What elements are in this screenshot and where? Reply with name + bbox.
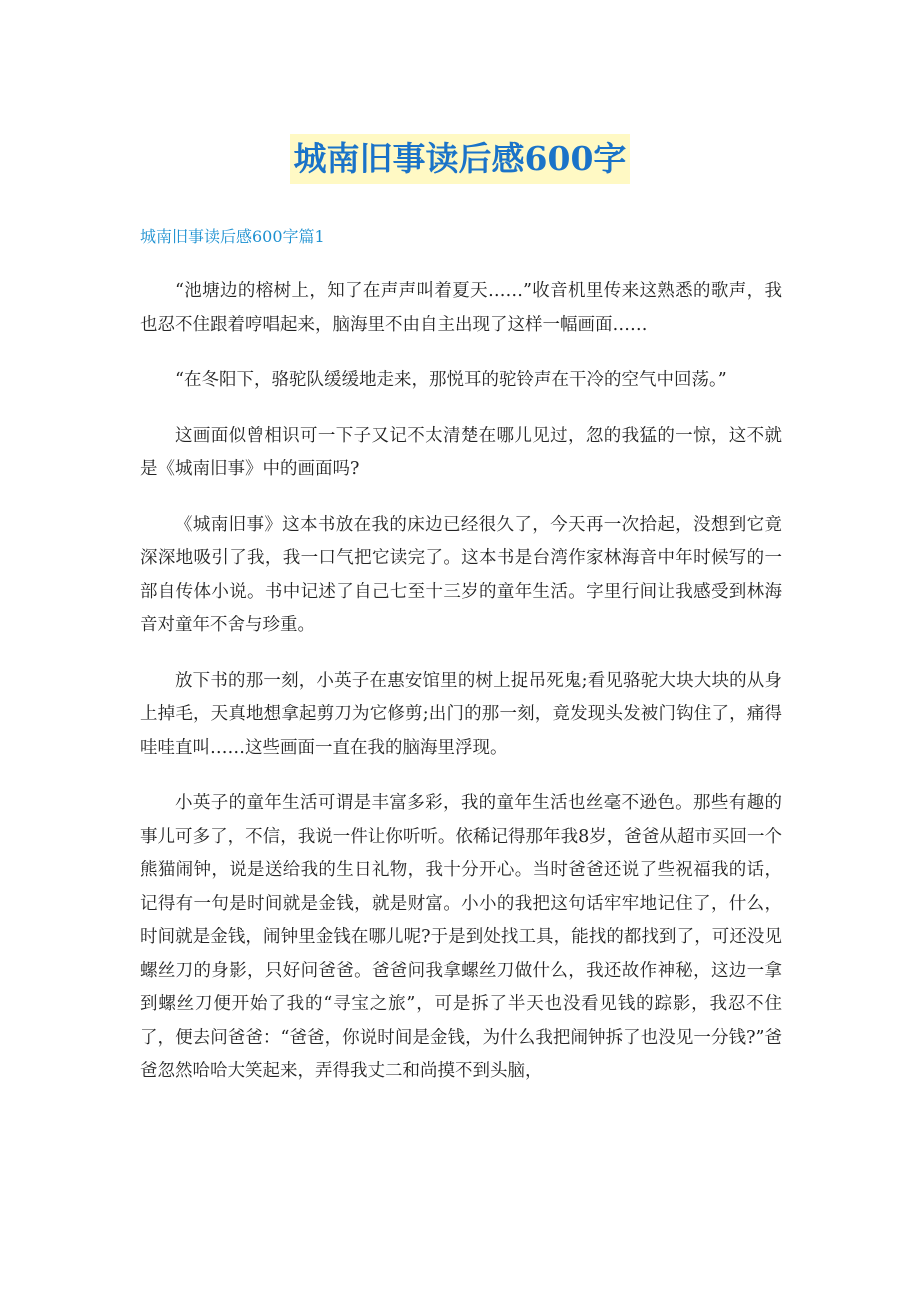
document-title: 城南旧事读后感600字 bbox=[290, 134, 631, 184]
paragraph: “池塘边的榕树上，知了在声声叫着夏天……”收音机里传来这熟悉的歌声，我也忍不住跟着哼唱起来，脑海里不由自主出现了这样一幅画面…… bbox=[140, 281, 782, 335]
paragraph: 放下书的那一刻，小英子在惠安馆里的树上捉吊死鬼;看见骆驼大块大块的从身上掉毛，天真地想拿起剪刀为它修剪;出门的那一刻，竟发现头发被门钩住了，痛得哇哇直叫……这些画面一直在我的脑海里浮现。 bbox=[140, 670, 782, 758]
article-body bbox=[140, 275, 782, 1111]
paragraph: “在冬阳下，骆驼队缓缓地走来，那悦耳的驼铃声在干冷的空气中回荡。” bbox=[175, 370, 727, 390]
section-heading: 城南旧事读后感600字篇1 bbox=[140, 227, 325, 246]
paragraph: 这画面似曾相识可一下子又记不太清楚在哪儿见过，忽的我猛的一惊，这不就是《城南旧事》中的画面吗? bbox=[140, 425, 782, 479]
paragraph: 小英子的童年生活可谓是丰富多彩，我的童年生活也丝毫不逊色。那些有趣的事儿可多了，不信，我说一件让你听听。依稀记得那年我8岁，爸爸从超市买回一个熊猫闹钟，说是送给我的生日礼物，我十分开心。当时爸爸还说了些祝福我的话，记得有一句是时间就是金钱，就是财富。小小的我把这句话牢牢地记住了，什么，时间就是金钱，闹钟里金钱在哪儿呢?于是到处找工具，能找的都找到了，可还没见螺丝刀的身影，只好问爸爸。爸爸问我拿螺丝刀做什么，我还故作神秘，这边一拿到螺丝刀便开始了我的“寻宝之旅”，可是拆了半天也没看见钱的踪影，我忍不住了，便去问爸爸：“爸爸，你说时间是金钱，为什么我把闹钟拆了也没见一分钱?”爸爸忽然哈哈大笑起来，弄得我丈二和尚摸不到头脑， bbox=[140, 793, 782, 1081]
title-container bbox=[0, 134, 920, 184]
paragraph: 《城南旧事》这本书放在我的床边已经很久了，今天再一次拾起，没想到它竟深深地吸引了我，我一口气把它读完了。这本书是台湾作家林海音中年时候写的一部自传体小说。书中记述了自己七至十三岁的童年生活。字里行间让我感受到林海音对童年不舍与珍重。 bbox=[140, 514, 782, 635]
